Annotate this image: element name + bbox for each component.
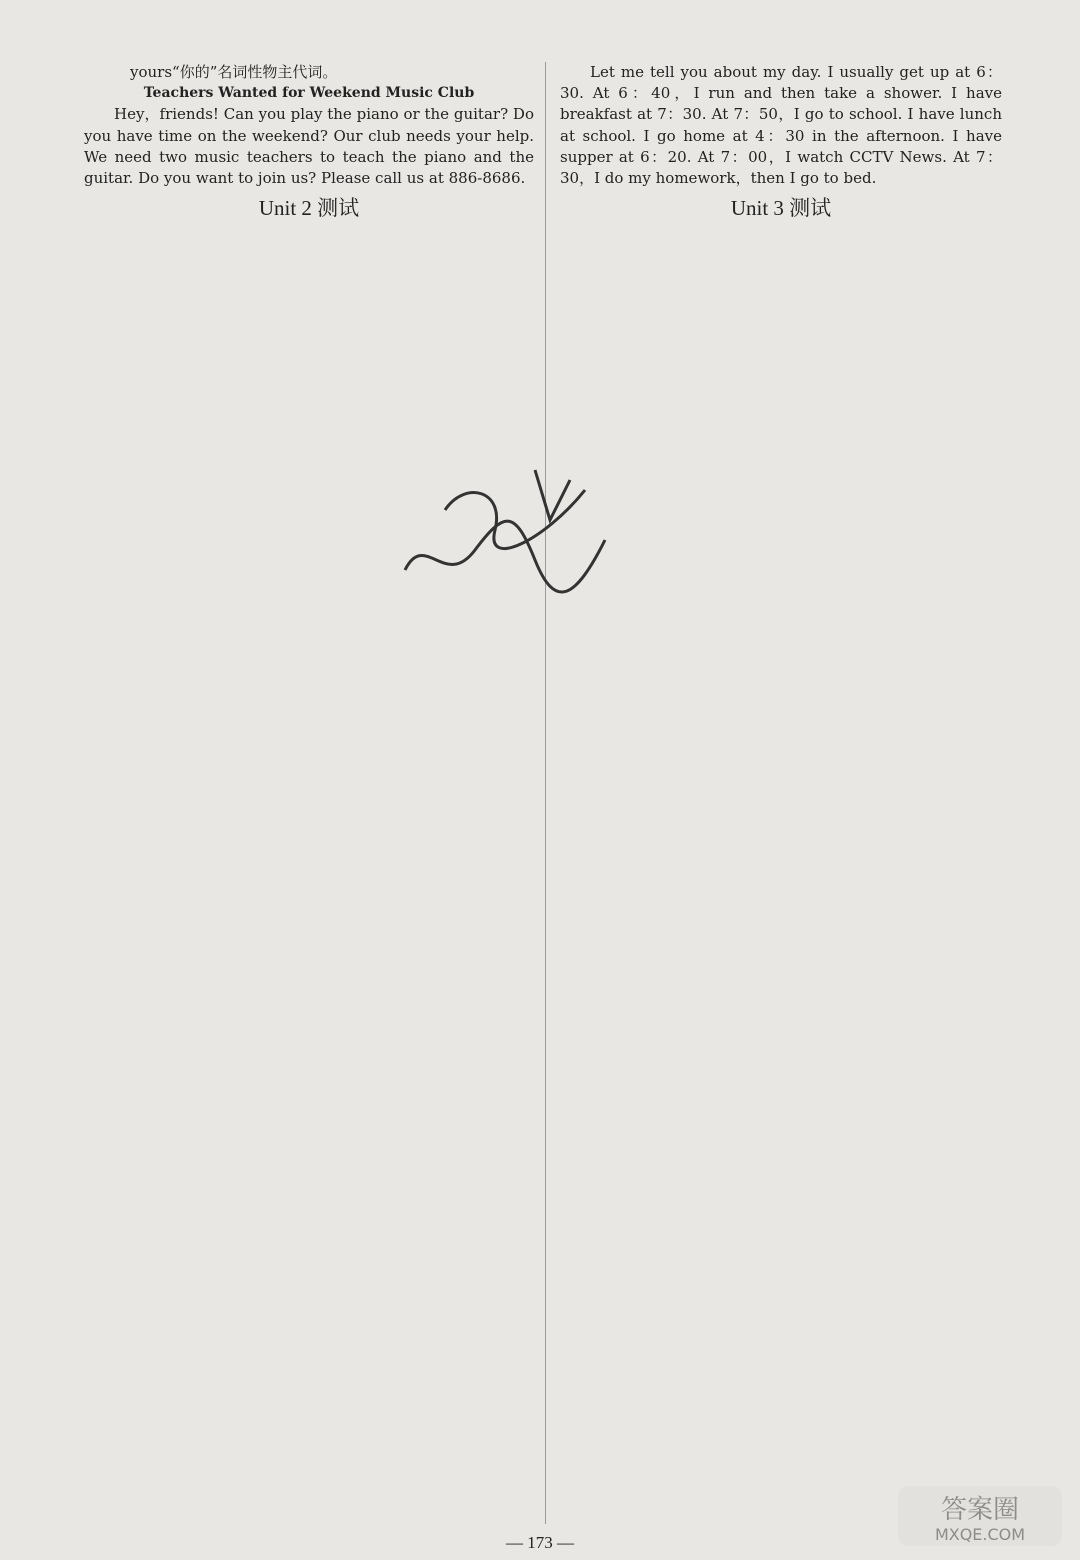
left-column: [84, 62, 534, 225]
essay-title: Teachers Wanted for Weekend Music Club: [143, 85, 475, 102]
page-number: — 173 —: [506, 1533, 574, 1552]
column-divider: [545, 62, 546, 1524]
essay-paragraph: Hey，friends! Can you play the piano or the guitar? Do you have time on the weekend? Our club needs your help. We need two music teachers to teach the piano and the guitar. Do you want to join us? Please call us at 886-8686.: [84, 105, 534, 188]
svg-text:MXQE.COM: MXQE.COM: [934, 1525, 1026, 1544]
svg-text:答案圈: 答案圈: [940, 1495, 1020, 1525]
unit3-title: Unit 3 测试: [730, 196, 832, 221]
handwriting-signature: [385, 450, 635, 620]
answer-line: yours“你的”名词性物主代词。: [130, 63, 338, 81]
day-essay-paragraph: Let me tell you about my day. I usually get up at 6：30. At 6：40，I run and then take a shower. I have breakfast at 7：30. At 7：50，I go to school. I have lunch at school. I go home at 4：30 in the afternoon. I have supper at 6：20. At 7：00，I watch CCTV News. At 7：30，I do my homework，then I go to bed.: [560, 63, 1002, 188]
left-answer-lines: [84, 62, 534, 83]
right-column: [560, 62, 1002, 225]
unit2-title: Unit 2 测试: [258, 196, 360, 221]
watermark-logo: [890, 1478, 1070, 1558]
